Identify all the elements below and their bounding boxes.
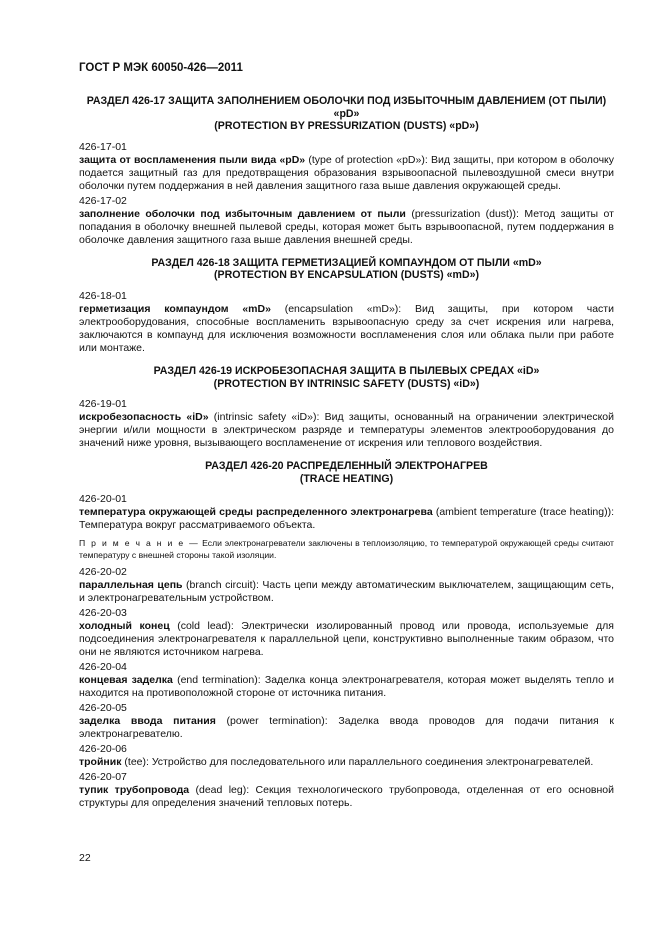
entry-text: (encapsulation «mD»): Вид защиты, при котором части электрооборудования, способные воспламенить взрывоопасную среду за счет искрения или нагрева, заключаются в компаунд для исключения возможности воспламенения слоя или облака пыли при работе или монтаже. <box>79 302 614 354</box>
entry-number: 426-17-01 <box>79 140 127 153</box>
entry-text: (tee): Устройство для последовательного или параллельного соединения электронагревателей. <box>121 756 594 769</box>
entry-term: температура окружающей среды распределенного электронагрева <box>79 506 433 519</box>
entry-definition <box>79 715 614 741</box>
entry-number: 426-19-01 <box>79 398 127 411</box>
section-title-en: (PROTECTION BY ENCAPSULATION (DUSTS) «mD») <box>213 269 480 282</box>
note-label: П р и м е ч а н и е — <box>79 538 200 549</box>
entry-definition <box>79 756 614 769</box>
entry-text: (ambient temperature (trace heating)): Температура вокруг рассматриваемого объекта. <box>79 506 614 532</box>
entry-definition <box>79 154 614 193</box>
section-title-en: (PROTECTION BY PRESSURIZATION (DUSTS) «pD») <box>214 120 479 133</box>
entry-term: герметизация компаундом «mD» <box>79 302 271 315</box>
entry-term: параллельная цепь <box>79 579 183 592</box>
entry-number: 426-20-04 <box>79 661 127 674</box>
section-title-ru: РАЗДЕЛ 426-17 ЗАЩИТА ЗАПОЛНЕНИЕМ ОБОЛОЧКИ ПОД ИЗБЫТОЧНЫМ ДАВЛЕНИЕМ (ОТ ПЫЛИ) «pD» <box>86 95 607 120</box>
entry-term: заполнение оболочки под избыточным давлением от пыли <box>79 207 406 220</box>
page-number: 22 <box>79 852 91 864</box>
entry-number: 426-20-02 <box>79 566 127 579</box>
note-text: Если электронагреватели заключены в теплоизоляцию, то температурой окружающей среды считают температуру с внешней стороны такой изоляции. <box>79 538 614 561</box>
entry-number: 426-20-03 <box>79 607 127 620</box>
section-title-en: (PROTECTION BY INTRINSIC SAFETY (DUSTS) «iD») <box>213 377 480 390</box>
entry-term: тупик трубопровода <box>79 784 190 797</box>
document-page <box>79 62 614 812</box>
section-heading <box>79 95 614 133</box>
entry-definition <box>79 579 614 605</box>
entry-number: 426-20-01 <box>79 493 127 506</box>
entry-number: 426-20-06 <box>79 743 127 756</box>
entry-definition <box>79 620 614 659</box>
entry-number: 426-20-07 <box>79 771 127 784</box>
entry-definition <box>79 674 614 700</box>
entry-number: 426-17-02 <box>79 194 127 207</box>
entry-term: холодный конец <box>79 620 170 633</box>
entry-term: тройник <box>79 756 122 769</box>
entry-definition <box>79 303 614 355</box>
entry-term: защита от воспламенения пыли вида «pD» <box>79 153 306 166</box>
entry-text: (cold lead): Электрически изолированный провод или провода, используемые для подсоединения электронагревателя к параллельной цепи, конструктивно выполненные таким образом, что они не являются источником нагрева. <box>79 620 614 659</box>
entry-text: (intrinsic safety «iD»): Вид защиты, основанный на ограничении электрической энергии и/или мощности в электрическом разряде и температуры элементов электрооборудования до значений ниже уровня, вызывающего воспламенение от искрения или теплового воздействия. <box>79 411 614 450</box>
entry-text: (end termination): Заделка конца электронагревателя, которая может выделять тепло и находится на противоположной стороне от источника питания. <box>79 674 614 700</box>
entry-text: (type of protection «pD»): Вид защиты, при котором в оболочку подается защитный газ для предотвращения образования взрывоопасной пылевоздушной смеси внутри оболочки путем поддержания в ней давления защитного газа выше давления окружающей среды. <box>79 153 615 192</box>
document-header: ГОСТ Р МЭК 60050-426—2011 <box>79 62 243 74</box>
entry-definition <box>79 411 614 450</box>
section-title-ru: РАЗДЕЛ 426-18 ЗАЩИТА ГЕРМЕТИЗАЦИЕЙ КОМПАУНДОМ ОТ ПЫЛИ «mD» <box>151 256 542 269</box>
entry-text: (power termination): Заделка ввода проводов для подачи питания к электронагревателю. <box>79 715 614 741</box>
entry-text: (pressurization (dust)): Метод защиты от попадания в оболочку внешней пылевой среды, которая может быть взрывоопасной, путем поддержания в оболочке давления защитного газа выше давления внешней среды. <box>79 207 614 246</box>
entry-definition <box>79 208 614 247</box>
entry-number: 426-20-05 <box>79 702 127 715</box>
entry-term: заделка ввода питания <box>79 715 216 728</box>
section-heading <box>79 460 614 485</box>
section-title-ru: РАЗДЕЛ 426-19 ИСКРОБЕЗОПАСНАЯ ЗАЩИТА В ПЫЛЕВЫХ СРЕДАХ «iD» <box>153 364 540 377</box>
section-heading <box>79 257 614 282</box>
entry-term: концевая заделка <box>79 674 173 687</box>
section-title-ru: РАЗДЕЛ 426-20 РАСПРЕДЕЛЕННЫЙ ЭЛЕКТРОНАГРЕВ <box>205 460 488 473</box>
entry-note <box>79 537 614 561</box>
section-heading <box>79 365 614 390</box>
entry-definition <box>79 784 614 810</box>
entry-text: (branch circuit): Часть цепи между автоматическим выключателем, защищающим сеть, и электронагревательным устройством. <box>79 579 614 605</box>
entry-definition <box>79 506 614 532</box>
section-title-en: (TRACE HEATING) <box>299 472 394 485</box>
entry-text: (dead leg): Секция технологического трубопровода, отделенная от его основной структуры для определения значений тепловых потерь. <box>79 784 614 810</box>
entry-term: искробезопасность «iD» <box>79 411 209 424</box>
entry-number: 426-18-01 <box>79 289 127 302</box>
